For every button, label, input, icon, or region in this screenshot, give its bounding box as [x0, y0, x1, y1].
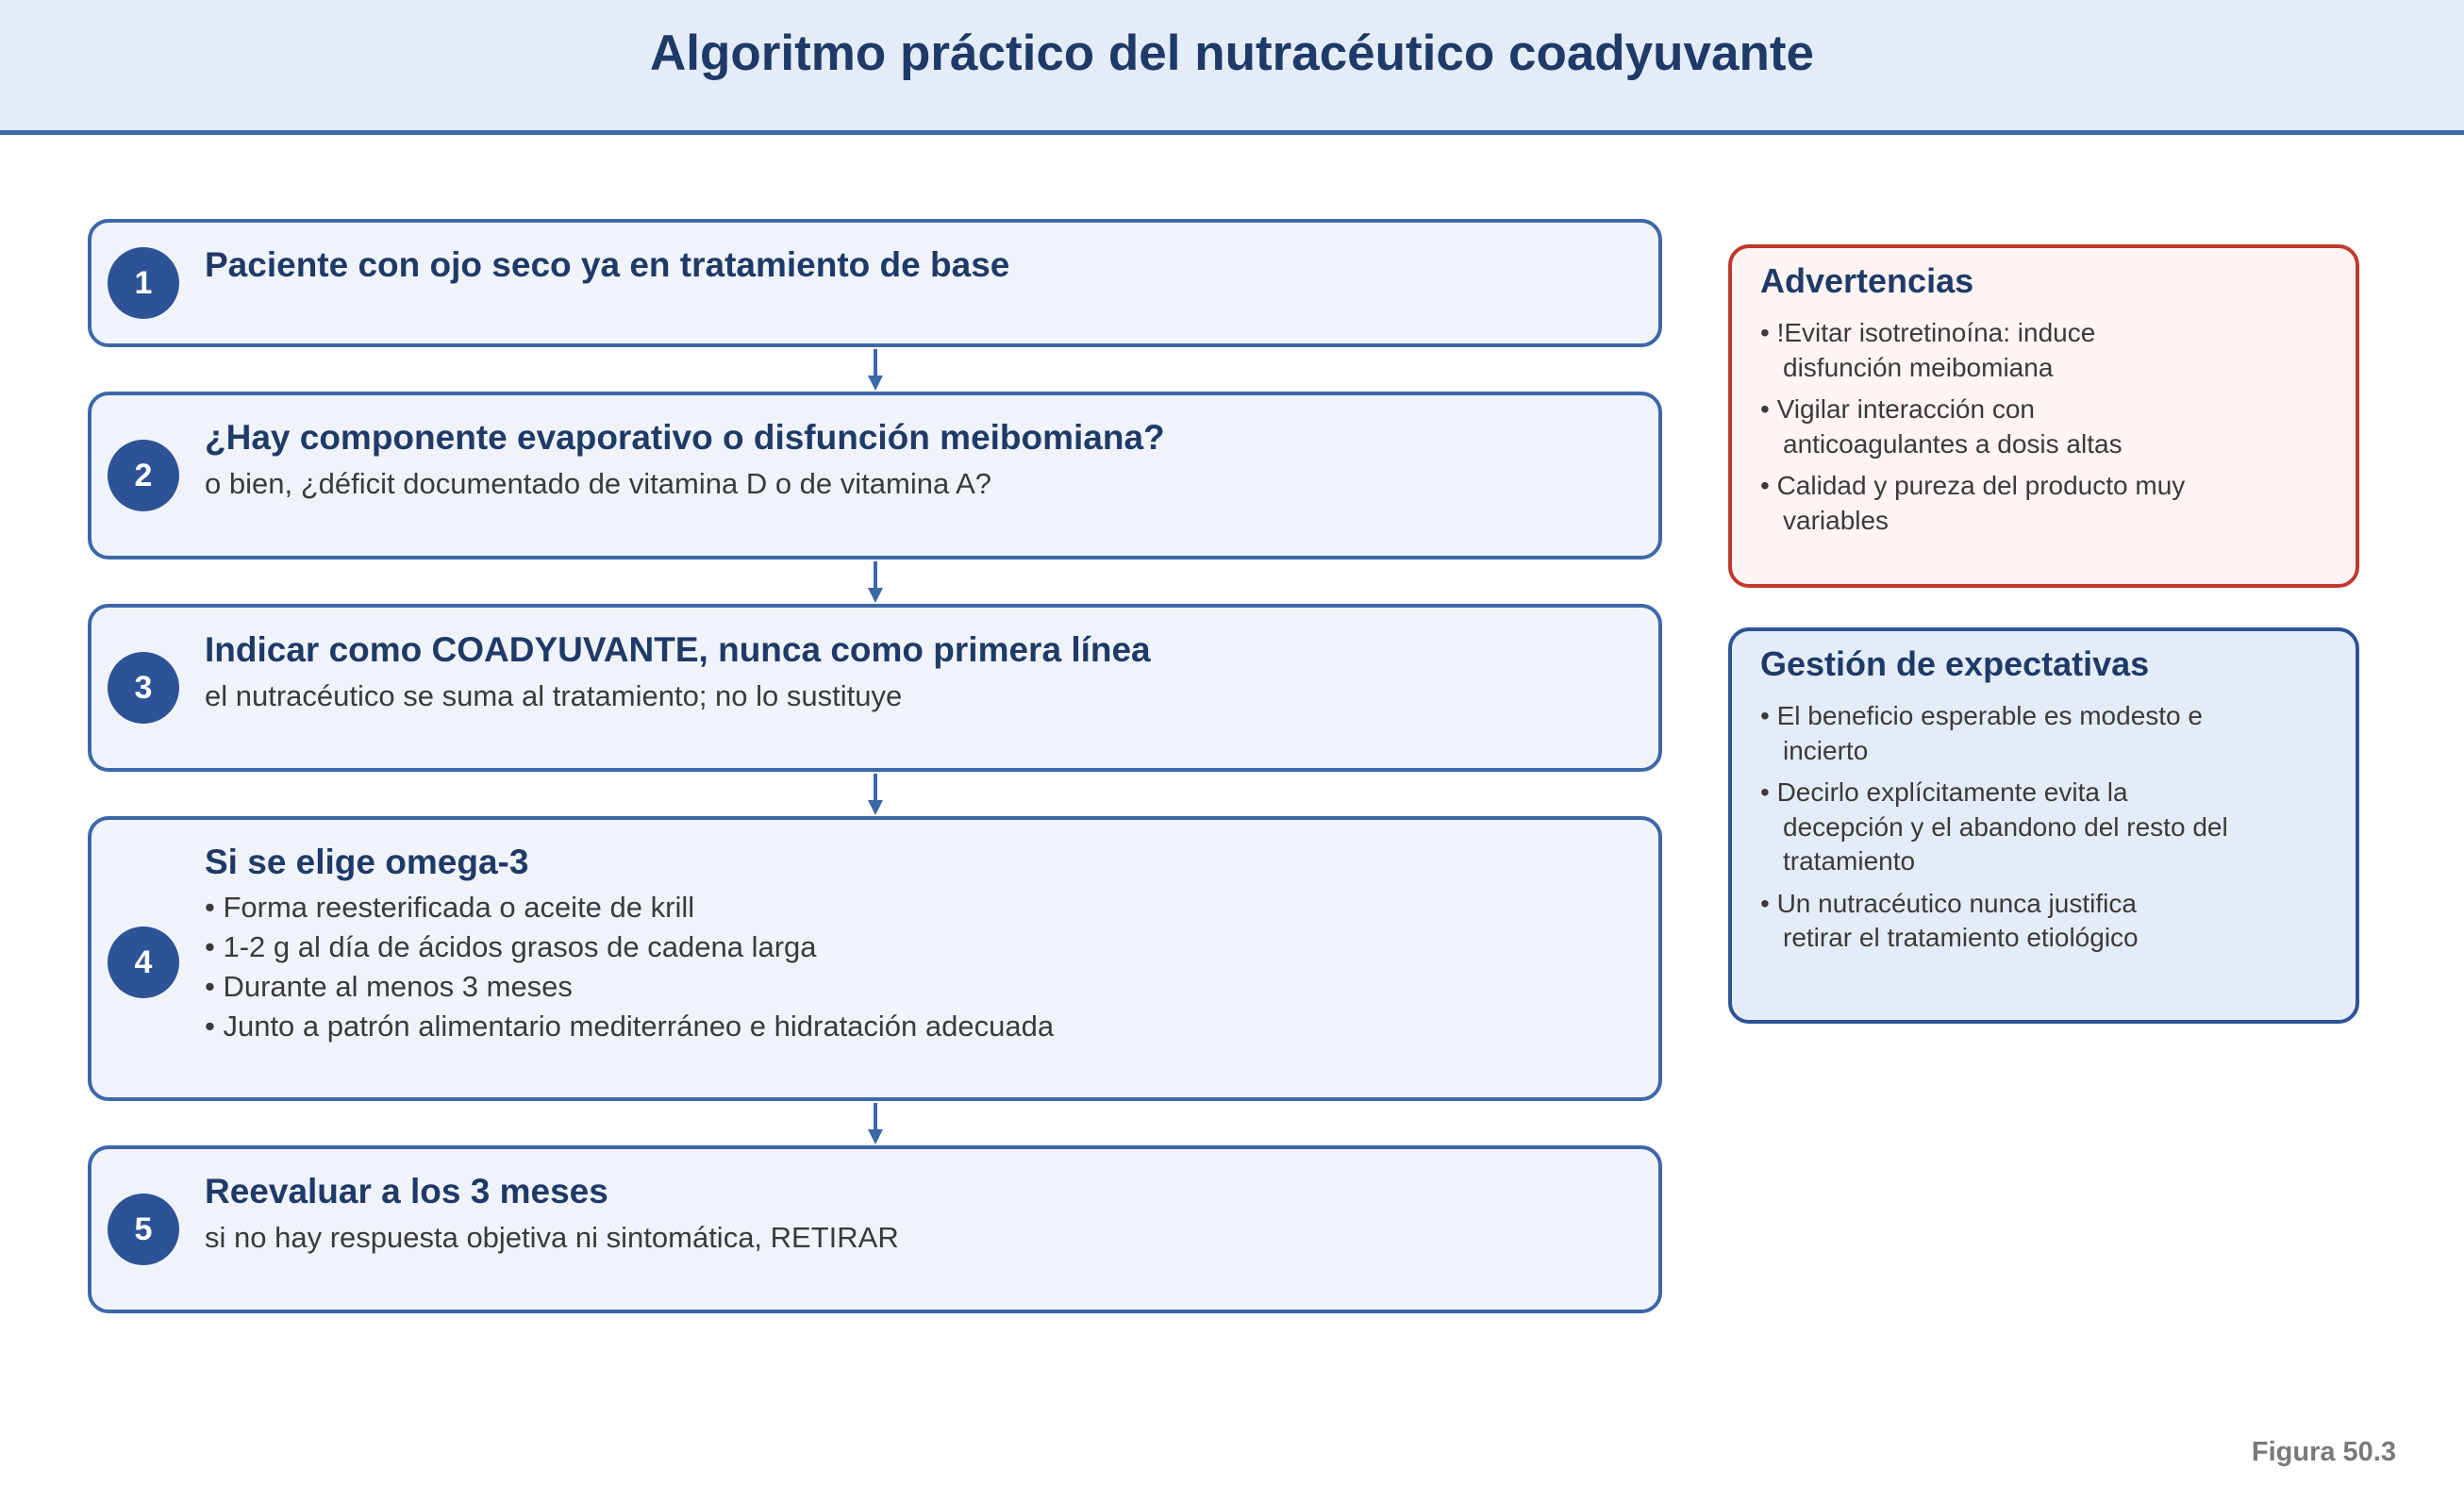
- step-4-title: Si se elige omega-3: [205, 843, 529, 881]
- list-item-line: • Decirlo explícitamente evita la: [1760, 777, 2128, 807]
- page-title: Algoritmo práctico del nutracéutico coadyuvante: [650, 25, 1814, 81]
- arrow-down-icon: [866, 349, 885, 391]
- step-1-number-badge: 1: [108, 247, 179, 319]
- step-2-title: ¿Hay componente evaporativo o disfunción meibomiana?: [205, 418, 1165, 457]
- list-item: [1760, 699, 2337, 768]
- header-bar: [0, 0, 2464, 135]
- step-5-title: Reevaluar a los 3 meses: [205, 1172, 608, 1211]
- step-5-number-badge: 5: [108, 1194, 179, 1265]
- list-item: [1760, 316, 2337, 385]
- step-1-title: Paciente con ojo seco ya en tratamiento de base: [205, 245, 1010, 284]
- list-item-line: decepción y el abandono del resto del: [1783, 811, 2228, 842]
- list-item: • Junto a patrón alimentario mediterráneo e hidratación adecuada: [205, 1010, 1055, 1043]
- step-3-number-badge: 3: [108, 652, 179, 724]
- arrow-down-icon: [866, 1103, 885, 1144]
- step-5-subtitle: si no hay respuesta objetiva ni sintomática, RETIRAR: [205, 1221, 899, 1254]
- list-item-line: • Un nutracéutico nunca justifica: [1760, 888, 2137, 918]
- step-3-box: [88, 604, 1662, 772]
- list-item-line: • El beneficio esperable es modesto e: [1760, 701, 2203, 730]
- list-item: [1760, 469, 2337, 538]
- expectations-title: Gestión de expectativas: [1760, 644, 2150, 683]
- list-item-line: tratamiento: [1783, 846, 1916, 876]
- step-2-number-badge: 2: [108, 440, 179, 511]
- list-item-line: retirar el tratamiento etiológico: [1783, 923, 2139, 952]
- step-3-subtitle: el nutracéutico se suma al tratamiento; no lo sustituye: [205, 679, 903, 712]
- list-item-line: disfunción meibomiana: [1783, 352, 2054, 382]
- step-5-box: [88, 1145, 1662, 1313]
- step-4-bullet-list: [205, 888, 1054, 1046]
- list-item-line: anticoagulantes a dosis altas: [1783, 428, 2123, 459]
- list-item: [1760, 392, 2337, 461]
- expectations-box: [1728, 627, 2359, 1024]
- warnings-list: [1760, 316, 2337, 545]
- list-item-line: variables: [1783, 505, 1890, 535]
- list-item-line: • !Evitar isotretinoína: induce: [1760, 318, 2096, 347]
- step-2-subtitle: o bien, ¿déficit documentado de vitamina D o de vitamina A?: [205, 467, 992, 500]
- warnings-title: Advertencias: [1760, 261, 1974, 300]
- list-item-line: • Calidad y pureza del producto muy: [1760, 471, 2186, 500]
- list-item: [1760, 776, 2337, 879]
- step-4-box: [88, 816, 1662, 1101]
- arrow-down-icon: [866, 774, 885, 815]
- warnings-box: [1728, 244, 2359, 588]
- list-item: [1760, 887, 2337, 956]
- list-item-line: • Vigilar interacción con: [1760, 394, 2035, 424]
- expectations-list: [1760, 699, 2337, 963]
- step-3-title: Indicar como COADYUVANTE, nunca como primera línea: [205, 630, 1151, 669]
- step-4-number-badge: 4: [108, 927, 179, 998]
- list-item-line: incierto: [1783, 735, 1869, 765]
- list-item: • 1-2 g al día de ácidos grasos de cadena larga: [205, 930, 817, 963]
- step-1-box: [88, 219, 1662, 347]
- list-item: • Durante al menos 3 meses: [205, 970, 573, 1003]
- figure-label: Figura 50.3: [2251, 1437, 2396, 1467]
- arrow-down-icon: [866, 561, 885, 603]
- step-2-box: [88, 392, 1662, 559]
- list-item: • Forma reesterificada o aceite de krill: [205, 891, 695, 924]
